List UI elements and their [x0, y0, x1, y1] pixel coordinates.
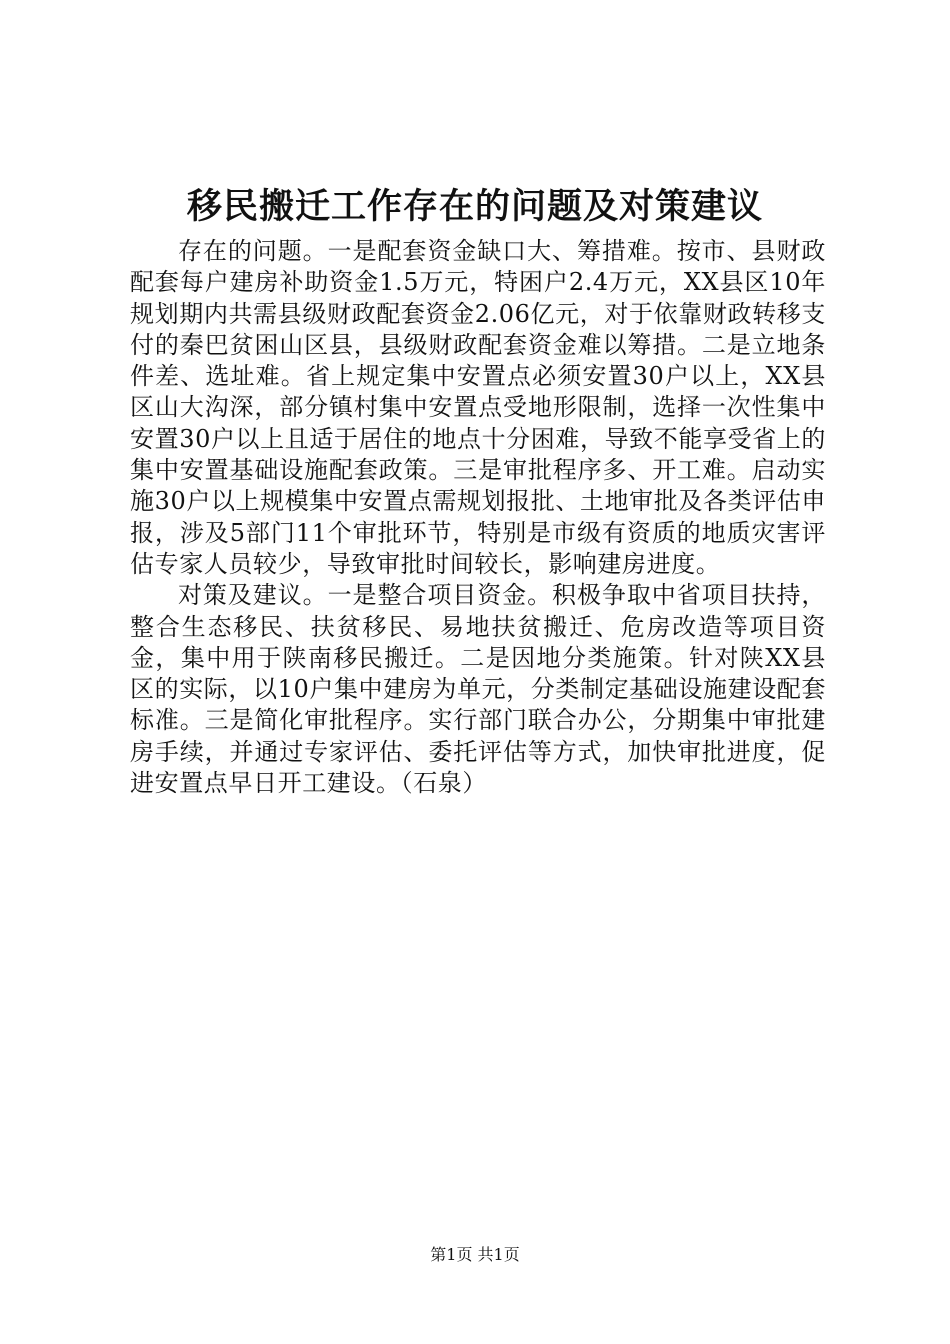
paragraph-suggestions: 对策及建议。一是整合项目资金。积极争取中省项目扶持，整合生态移民、扶贫移民、易地扶贫搬迁、危房改造等项目资金，集中用于陕南移民搬迁。二是因地分类施策。针对陕XX县区的实际，以10户集中建房为单元，分类制定基础设施建设配套标准。三是简化审批程序。实行部门联合办公，分期集中审批建房手续，并通过专家评估、委托评估等方式，加快审批进度，促进安置点早日开工建设。（石泉）: [130, 581, 826, 798]
document-body: [130, 236, 826, 799]
page-footer: 第1页 共1页: [430, 1245, 520, 1264]
paragraph-problems: 存在的问题。一是配套资金缺口大、筹措难。按市、县财政配套每户建房补助资金1.5万元，特困户2.4万元，XX县区10年规划期内共需县级财政配套资金2.06亿元，对于依靠财政转移支付的秦巴贫困山区县，县级财政配套资金难以筹措。二是立地条件差、选址难。省上规定集中安置点必须安置30户以上，XX县区山大沟深，部分镇村集中安置点受地形限制，选择一次性集中安置30户以上且适于居住的地点十分困难，导致不能享受省上的集中安置基础设施配套政策。三是审批程序多、开工难。启动实施30户以上规模集中安置点需规划报批、土地审批及各类评估申报，涉及5部门11个审批环节，特别是市级有资质的地质灾害评估专家人员较少，导致审批时间较长，影响建房进度。: [130, 237, 826, 578]
document-title: 移民搬迁工作存在的问题及对策建议: [186, 186, 763, 227]
